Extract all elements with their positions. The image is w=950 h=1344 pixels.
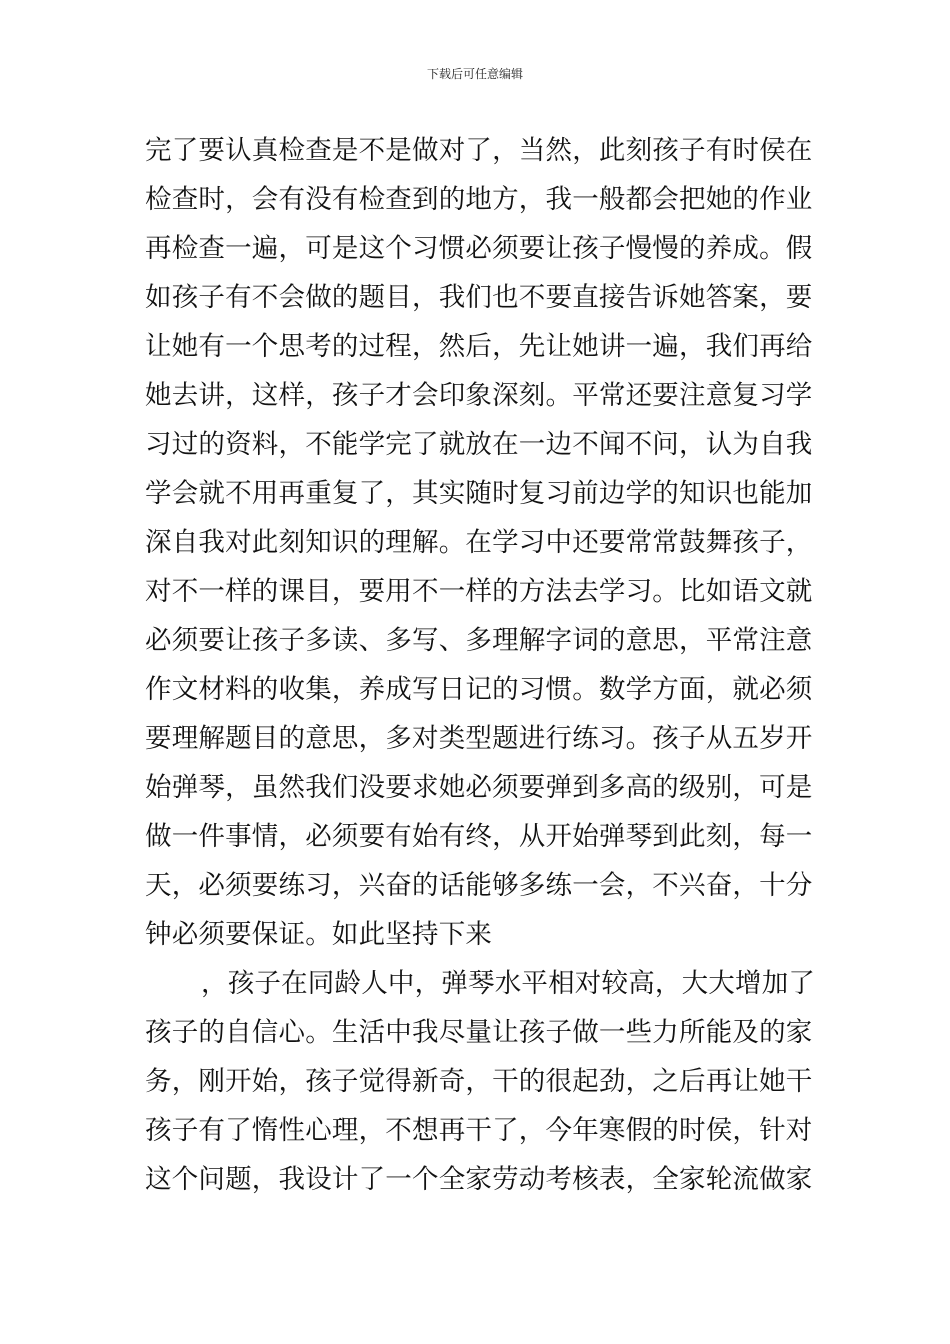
text-line: 完了要认真检查是不是做对了，当然，此刻孩子有时侯在 (145, 135, 813, 166)
text-line: 这个问题，我设计了一个全家劳动考核表，全家轮流做家 (145, 1164, 813, 1195)
text-line: 如孩子有不会做的题目，我们也不要直接告诉她答案，要 (145, 282, 813, 313)
text-line: 深自我对此刻知识的理解。在学习中还要常常鼓舞孩子， (145, 527, 813, 558)
text-line: 必须要让孩子多读、多写、多理解字词的意思，平常注意 (145, 625, 813, 656)
text-line: 做一件事情，必须要有始有终，从开始弹琴到此刻，每一 (145, 821, 813, 852)
text-line: 学会就不用再重复了，其实随时复习前边学的知识也能加 (145, 478, 813, 509)
text-line: 作文材料的收集，养成写日记的习惯。数学方面，就必须 (145, 674, 813, 705)
text-line: 天，必须要练习，兴奋的话能够多练一会，不兴奋，十分 (145, 870, 813, 901)
text-line: 对不一样的课目，要用不一样的方法去学习。比如语文就 (145, 576, 813, 607)
text-line: 孩子有了惰性心理，不想再干了，今年寒假的时侯，针对 (145, 1115, 813, 1146)
text-line: 习过的资料，不能学完了就放在一边不闻不问，认为自我 (145, 429, 813, 460)
text-line: 钟必须要保证。如此坚持下来 (145, 919, 493, 950)
document-body (145, 126, 815, 1204)
text-line: 再检查一遍，可是这个习惯必须要让孩子慢慢的养成。假 (145, 233, 813, 264)
text-line-indented: ，孩子在同龄人中，弹琴水平相对较高，大大增加了 (201, 968, 816, 999)
text-line: 她去讲，这样，孩子才会印象深刻。平常还要注意复习学 (145, 380, 813, 411)
text-line: 检查时，会有没有检查到的地方，我一般都会把她的作业 (145, 184, 813, 215)
text-line: 务，刚开始，孩子觉得新奇，干的很起劲，之后再让她干 (145, 1066, 813, 1097)
page-header: 下载后可任意编辑 (426, 67, 523, 81)
text-line: 让她有一个思考的过程，然后，先让她讲一遍，我们再给 (145, 331, 813, 362)
text-line: 要理解题目的意思，多对类型题进行练习。孩子从五岁开 (145, 723, 813, 754)
text-line: 始弹琴，虽然我们没要求她必须要弹到多高的级别，可是 (145, 772, 813, 803)
text-line: 孩子的自信心。生活中我尽量让孩子做一些力所能及的家 (145, 1017, 813, 1048)
